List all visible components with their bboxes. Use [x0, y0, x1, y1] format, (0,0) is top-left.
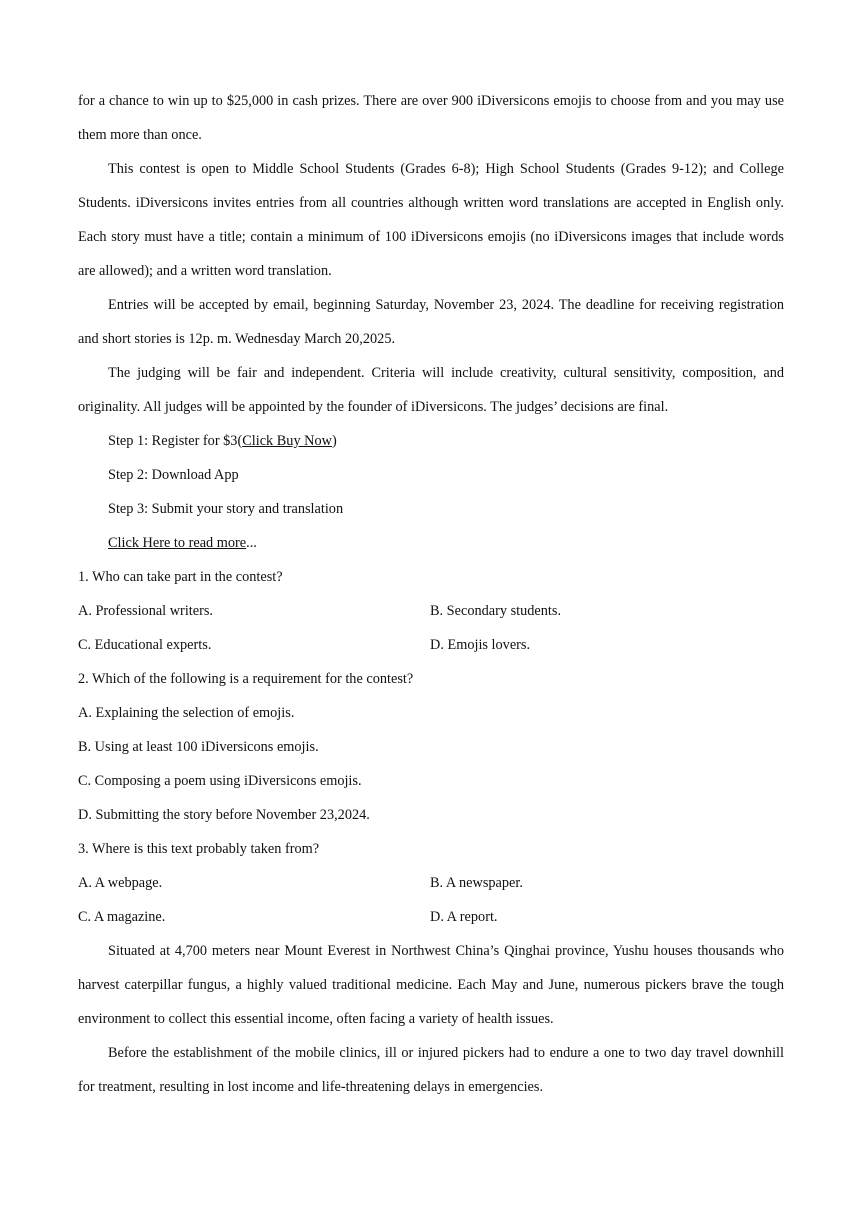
click-buy-now-link[interactable]: Click Buy Now — [242, 433, 332, 449]
passage2-paragraph-2: Before the establishment of the mobile clinics, ill or injured pickers had to endure a one to two day travel downhill for treatment, resulting in lost income and life-threatening delays in emergencies. — [78, 1045, 784, 1095]
question-1-options-row-1 — [78, 594, 784, 628]
step-1-suffix: ) — [331, 433, 337, 449]
passage2-paragraph-1: Situated at 4,700 meters near Mount Everest in Northwest China’s Qinghai province, Yushu houses thousands who harvest caterpillar fungus, a highly valued traditional medicine. Each May and June, numerous pickers brave the tough environment to collect this essential income, often facing a variety of health issues. — [78, 943, 784, 1027]
question-3-option-a: A. A webpage. — [78, 875, 163, 891]
question-2-option-b: B. Using at least 100 iDiversicons emojis. — [78, 739, 319, 755]
question-3-options-row-2 — [78, 900, 784, 934]
question-1-option-a: A. Professional writers. — [78, 603, 214, 619]
passage1-paragraph-0: for a chance to win up to $25,000 in cash prizes. There are over 900 iDiversicons emojis to choose from and you may use them more than once. — [78, 93, 784, 143]
question-1-option-d: D. Emojis lovers. — [430, 637, 531, 653]
read-more-link[interactable]: Click Here to read more — [108, 535, 247, 551]
step-1-prefix: Step 1: Register for $3( — [108, 433, 243, 449]
question-3-options-row-1 — [78, 866, 784, 900]
read-more — [78, 526, 784, 560]
step-1 — [78, 424, 784, 458]
question-3-stem: 3. Where is this text probably taken from? — [78, 841, 320, 857]
document-page — [78, 84, 784, 1104]
step-2: Step 2: Download App — [108, 467, 239, 483]
passage1-paragraph-dates: Entries will be accepted by email, beginning Saturday, November 23, 2024. The deadline for receiving registration and short stories is 12p. m. Wednesday March 20,2025. — [78, 297, 784, 347]
question-1-option-c: C. Educational experts. — [78, 637, 212, 653]
question-3-option-c: C. A magazine. — [78, 909, 166, 925]
question-3-option-d: D. A report. — [430, 909, 498, 925]
question-1-option-b: B. Secondary students. — [430, 603, 562, 619]
question-2-option-d: D. Submitting the story before November 23,2024. — [78, 807, 370, 823]
question-1-options-row-2 — [78, 628, 784, 662]
question-2-option-a: A. Explaining the selection of emojis. — [78, 705, 295, 721]
step-3: Step 3: Submit your story and translation — [108, 501, 344, 517]
passage1-paragraph-eligibility: This contest is open to Middle School Students (Grades 6-8); High School Students (Grades 9-12); and College Students. iDiversicons invites entries from all countries although written word translations are accepted in English only. Each story must have a title; contain a minimum of 100 iDiversicons emojis (no iDiversicons images that include words are allowed); and a written word translation. — [78, 161, 784, 279]
passage1-paragraph-judging: The judging will be fair and independent. Criteria will include creativity, cultural sensitivity, composition, and originality. All judges will be appointed by the founder of iDiversicons. The judges’ decisions are final. — [78, 365, 784, 415]
read-more-suffix: ... — [246, 535, 257, 551]
question-2-option-c: C. Composing a poem using iDiversicons emojis. — [78, 773, 362, 789]
question-2-stem: 2. Which of the following is a requirement for the contest? — [78, 671, 414, 687]
question-1-stem: 1. Who can take part in the contest? — [78, 569, 283, 585]
question-3-option-b: B. A newspaper. — [430, 875, 523, 891]
